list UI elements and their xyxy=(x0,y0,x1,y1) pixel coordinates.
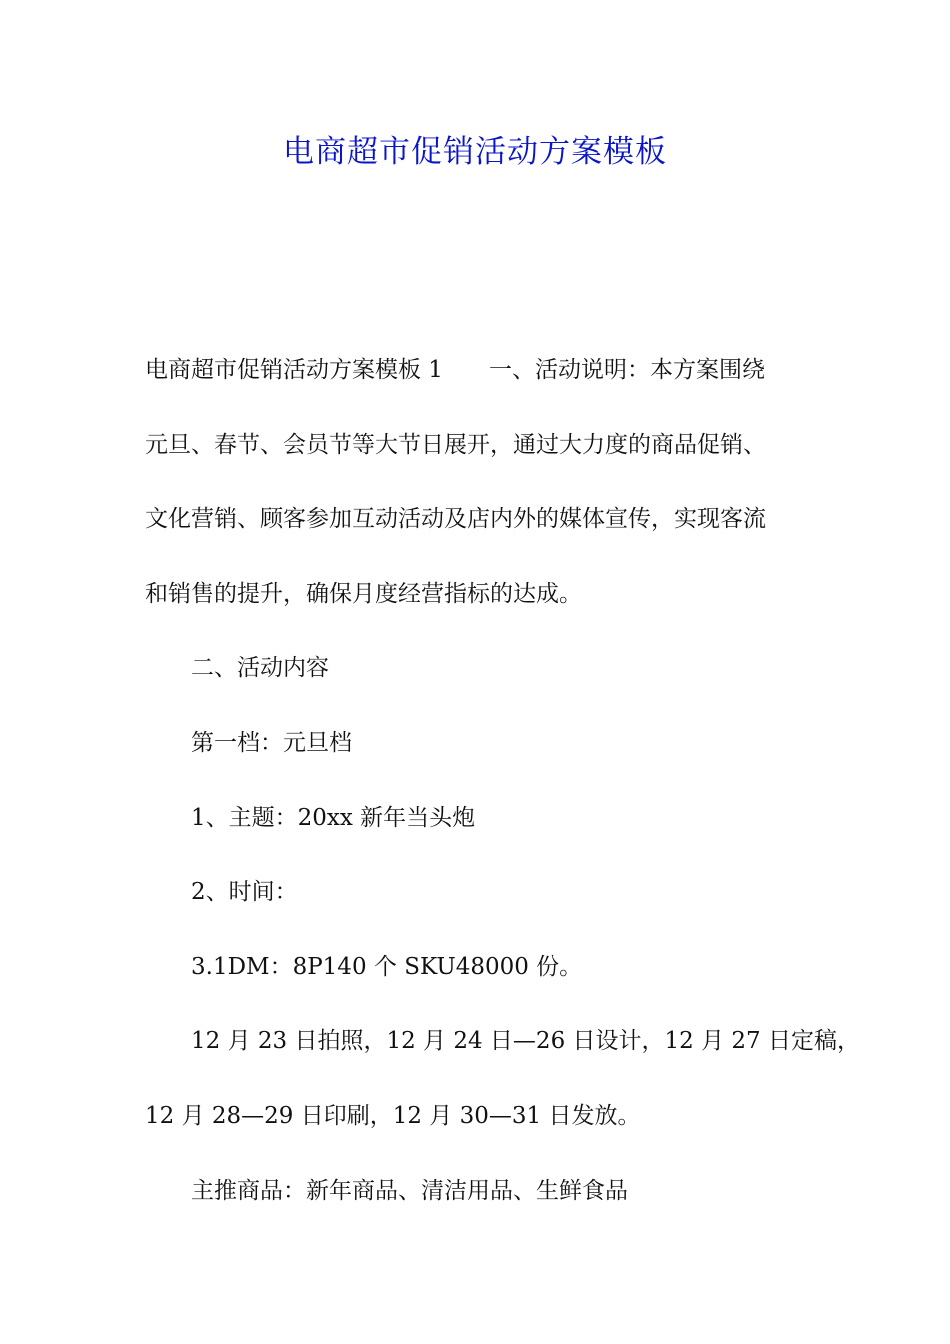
theme-line: 1、主题：20xx 新年当头炮 xyxy=(191,804,476,831)
paragraph-line: 元旦、春节、会员节等大节日展开，通过大力度的商品促销、 xyxy=(145,431,766,458)
dm-line: 3.1DM：8P140 个 SKU48000 份。 xyxy=(191,953,583,980)
document-body xyxy=(145,333,860,1228)
activity-description-start: 一、活动说明：本方案围绕 xyxy=(488,357,765,383)
subsection-heading: 第一档：元旦档 xyxy=(191,729,352,756)
featured-products-line: 主推商品：新年商品、清洁用品、生鲜食品 xyxy=(191,1177,628,1204)
schedule-line-continued: 12 月 28—29 日印刷，12 月 30—31 日发放。 xyxy=(145,1102,641,1129)
time-line: 2、时间： xyxy=(191,879,298,906)
paragraph-line xyxy=(145,333,830,408)
schedule-line: 12 月 23 日拍照，12 月 24 日—26 日设计，12 月 27 日定稿， xyxy=(191,1028,860,1055)
document-title: 电商超市促销活动方案模板 xyxy=(283,134,667,170)
section-heading: 二、活动内容 xyxy=(191,655,329,682)
paragraph-line: 文化营销、顾客参加互动活动及店内外的媒体宣传，实现客流 xyxy=(145,506,766,533)
section-heading-inline: 电商超市促销活动方案模板 1 xyxy=(145,357,443,383)
paragraph-line: 和销售的提升，确保月度经营指标的达成。 xyxy=(145,580,582,607)
